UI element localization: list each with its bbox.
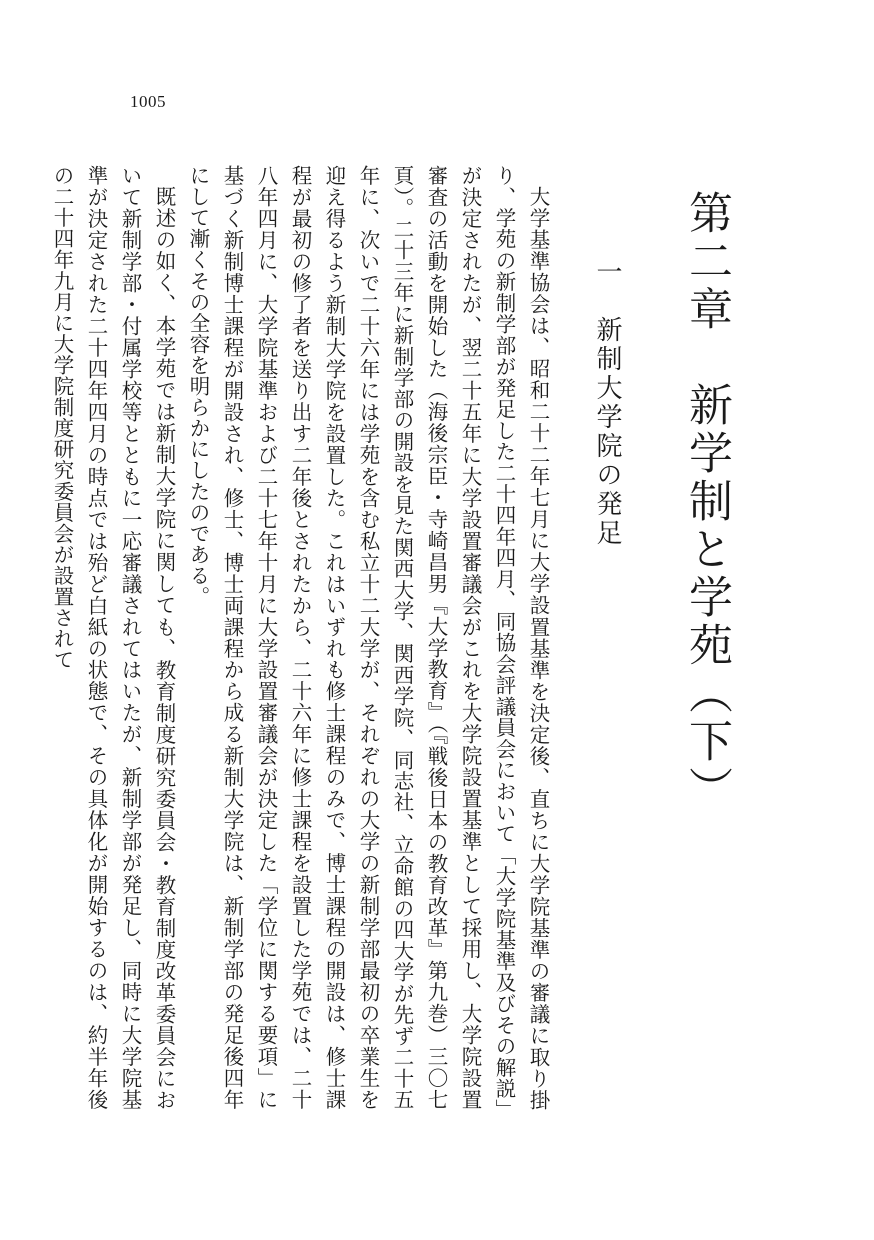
page-number: 1005 bbox=[130, 92, 166, 111]
section-title: 一 新制大学院の発足 bbox=[592, 258, 622, 548]
paragraph: 大学基準協会は、昭和二十二年七月に大学設置基準を決定後、直ちに大学院基準の審議に取り掛り、学苑の新制学部が発足した二十四年四月、同協会評議員会において「大学院基準及びその解説」が決定されたが、翌二十五年に大学設置審議会がこれを大学院設置基準として採用し、大学院設置審査の活動を開始した（海後宗臣・寺崎昌男『大学教育』（『戦後日本の教育改革』第九巻）三〇七頁）。二十三年に新制学部の開設を見た関西大学、関西学院、同志社、立命館の四大学が先ず二十五年に、次いで二十六年には学苑を含む私立十二大学が、それぞれの大学の新制学部最初の卒業生を迎え得るよう新制大学院を設置した。これはいずれも修士課程のみで、博士課程の開設は、修士課程が最初の修了者を送り出す二年後とされたから、二十六年に修士課程を設置した学苑では、二十八年四月に、大学院基準および二十七年十月に大学設置審議会が決定した「学位に関する要項」に基づく新制博士課程が開設され、修士、博士両課程から成る新制大学院は、新制学部の発足後四年にして漸くその全容を明らかにしたのである。 bbox=[186, 165, 550, 1110]
chapter-title: 第二章 新学制と学苑（下） bbox=[681, 190, 732, 814]
paragraph: 既述の如く、本学苑では新制大学院に関しても、教育制度研究委員会・教育制度改革委員会において新制学部・付属学校等とともに一応審議されてはいたが、新制学部が発足し、同時に大学院基準が決定された二十四年四月の時点では殆ど白紙の状態で、その具体化が開始するのは、約半年後の二十四年九月に大学院制度研究委員会が設置されて bbox=[50, 165, 176, 1110]
body-text bbox=[50, 165, 555, 1110]
